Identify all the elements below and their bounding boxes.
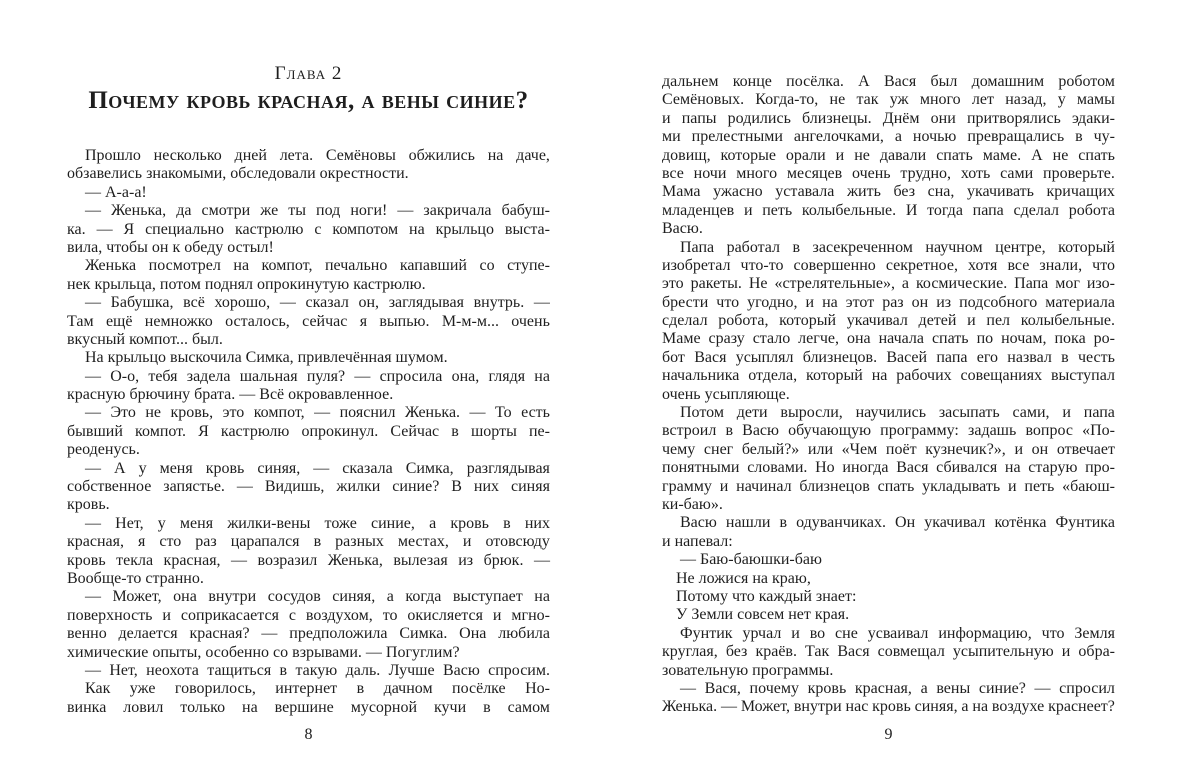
text-line: вила, чтобы он к обеду остыл! xyxy=(67,238,274,256)
text-line: довищ, которые орали и не давали спать маме. А не спать xyxy=(662,146,1115,164)
page-left xyxy=(67,0,550,717)
text-line: Прошло несколько дней лета. Семёновы обжились на даче, xyxy=(85,147,550,164)
text-line: брести что угодно, и на этот раз он из подсобного материала xyxy=(662,293,1115,311)
text-line: Не ложися на краю, xyxy=(676,569,811,587)
text-line: На крыльцо выскочила Симка, привлечённая шумом. xyxy=(85,349,448,367)
text-line: венно делается красная? — предположила Симка. Она любила xyxy=(67,625,550,643)
text-line: очень усыпляюще. xyxy=(662,385,790,403)
text-line: У Земли совсем нет края. xyxy=(676,606,850,624)
page-right xyxy=(662,0,1115,717)
chapter-title: Почему кровь красная, а вены синие? xyxy=(88,87,529,114)
text-line: красная, я сто раз царапался в разных местах, и отовсюду xyxy=(67,533,550,551)
text-line: бот Вася усыплял близнецов. Васей папа его назвал в честь xyxy=(662,348,1115,366)
text-line: поверхность и соприкасается с воздухом, то окисляется и мгно- xyxy=(67,606,550,624)
text-line: — Бабушка, всё хорошо, — сказал он, заглядывая внутрь. — xyxy=(85,294,550,312)
text-line: — Нет, неохота тащиться в такую даль. Лучше Васю спросим. xyxy=(85,661,550,679)
text-line: — А-а-а! xyxy=(85,183,147,201)
text-line: бывший компот. Я кастрюлю опрокинул. Сейчас в шорты пе- xyxy=(67,422,550,440)
page-left-body xyxy=(67,147,550,717)
text-line: Потом дети выросли, научились засыпать сами, и папа xyxy=(680,404,1115,422)
text-line: чему снег белый?» или «Чем поёт кузнечик?», и он отвечает xyxy=(662,440,1115,458)
text-line: все ночи много месяцев очень трудно, хоть сами проверьте. xyxy=(662,164,1115,182)
text-line: и напевал: xyxy=(662,532,733,550)
text-line: и папы родились близнецы. Днём они притворялись эдаки- xyxy=(662,109,1115,127)
text-line: химические опыты, особенно со взрывами. — Погуглим? xyxy=(67,643,460,661)
text-line: красную брючину брата. — Всё окровавленное. xyxy=(67,386,394,404)
page-number-right: 9 xyxy=(884,726,893,743)
text-line: кровь текла красная, — возразил Женька, вылезая из брюк. — xyxy=(67,551,550,569)
text-line: собственное запястье. — Видишь, жилки синие? В них синяя xyxy=(67,478,550,496)
page-number-left: 8 xyxy=(304,726,313,743)
text-line: Васю. xyxy=(662,220,703,238)
text-line: сделал робота, который укачивал детей и пел колыбельные. xyxy=(662,312,1115,330)
text-line: Маме сразу стало легче, она начала спать по ночам, пока ро- xyxy=(662,330,1115,348)
text-line: Потому что каждый знает: xyxy=(676,587,857,605)
text-line: Фунтик урчал и во сне усваивал информацию, что Земля xyxy=(680,624,1115,642)
text-line: круглая, без краёв. Так Вася совмещал усыпительную и обра- xyxy=(662,643,1115,661)
text-line: Папа работал в засекреченном научном центре, который xyxy=(680,238,1115,256)
text-line: дальнем конце посёлка. А Вася был домашним роботом xyxy=(662,73,1115,90)
text-line: — О-о, тебя задела шальная пуля? — спросила она, глядя на xyxy=(85,367,550,385)
text-line: грамму и начинал близнецов спать укладывать и петь «баюш- xyxy=(662,477,1115,495)
text-line: ка. — Я специально кастрюлю с компотом на крыльцо выста- xyxy=(67,220,550,238)
text-line: — Это не кровь, это компот, — пояснил Женька. — То есть xyxy=(85,404,550,422)
text-line: — Женька, да смотри же ты под ноги! — закричала бабуш- xyxy=(85,202,550,220)
text-line: Вообще-то странно. xyxy=(67,569,204,587)
text-line: ки-баю». xyxy=(662,495,723,513)
text-line: встроил в Васю обучающую программу: задашь вопрос «По- xyxy=(662,422,1115,440)
text-line: ми прелестными ангелочками, а ночью превращались в чу- xyxy=(662,128,1115,146)
text-line: это ракеты. Не «стрелятельные», а космические. Папа мог изо- xyxy=(662,275,1115,293)
text-line: зовательную программы. xyxy=(662,661,834,679)
text-line: — Баю-баюшки-баю xyxy=(680,551,822,569)
text-line: кровь. xyxy=(67,496,110,514)
text-line: младенцев и петь колыбельные. И тогда папа сделал робота xyxy=(662,201,1115,219)
text-line: Как уже говорилось, интернет в дачном посёлке Но- xyxy=(85,680,550,698)
text-line: Мама ужасно уставала жить без сна, укачивать кричащих xyxy=(662,183,1115,201)
text-line: понятными словами. Но иногда Вася сбивался на старую про- xyxy=(662,459,1115,477)
page-right-body xyxy=(662,73,1115,717)
text-line: — Вася, почему кровь красная, а вены синие? — спросил xyxy=(680,679,1115,697)
text-line: Женька посмотрел на компот, печально капавший со ступе- xyxy=(85,257,550,275)
text-line: нек крыльца, потом поднял опрокинутую кастрюлю. xyxy=(67,275,426,293)
text-line: вкусный компот... был. xyxy=(67,330,223,348)
text-line: обзавелись знакомыми, обследовали окрестности. xyxy=(67,165,409,183)
text-line: — А у меня кровь синяя, — сказала Симка, разглядывая xyxy=(85,459,550,477)
text-line: реоденусь. xyxy=(67,441,140,459)
text-line: винка ловил только на вершине мусорной кучи в самом xyxy=(67,698,550,716)
text-line: начальника отдела, который на рабочих совещаниях выступал xyxy=(662,367,1115,385)
text-line: — Нет, у меня жилки-вены тоже синие, а кровь в них xyxy=(85,514,550,532)
text-line: — Может, она внутри сосудов синяя, а когда выступает на xyxy=(85,588,550,606)
text-line: Семёновых. Когда-то, не так уж много лет назад, у мамы xyxy=(662,91,1115,109)
text-line: Васю нашли в одуванчиках. Он укачивал котёнка Фунтика xyxy=(680,514,1115,532)
text-line: Женька. — Может, внутри нас кровь синяя, а на воздухе краснеет? xyxy=(662,698,1115,716)
text-line: Там ещё немножко осталось, сейчас я выпью. М-м-м... очень xyxy=(67,312,550,330)
chapter-label: Глава 2 xyxy=(274,63,343,84)
text-line: изобретал что-то совершенно секретное, хотя все знали, что xyxy=(662,256,1115,274)
